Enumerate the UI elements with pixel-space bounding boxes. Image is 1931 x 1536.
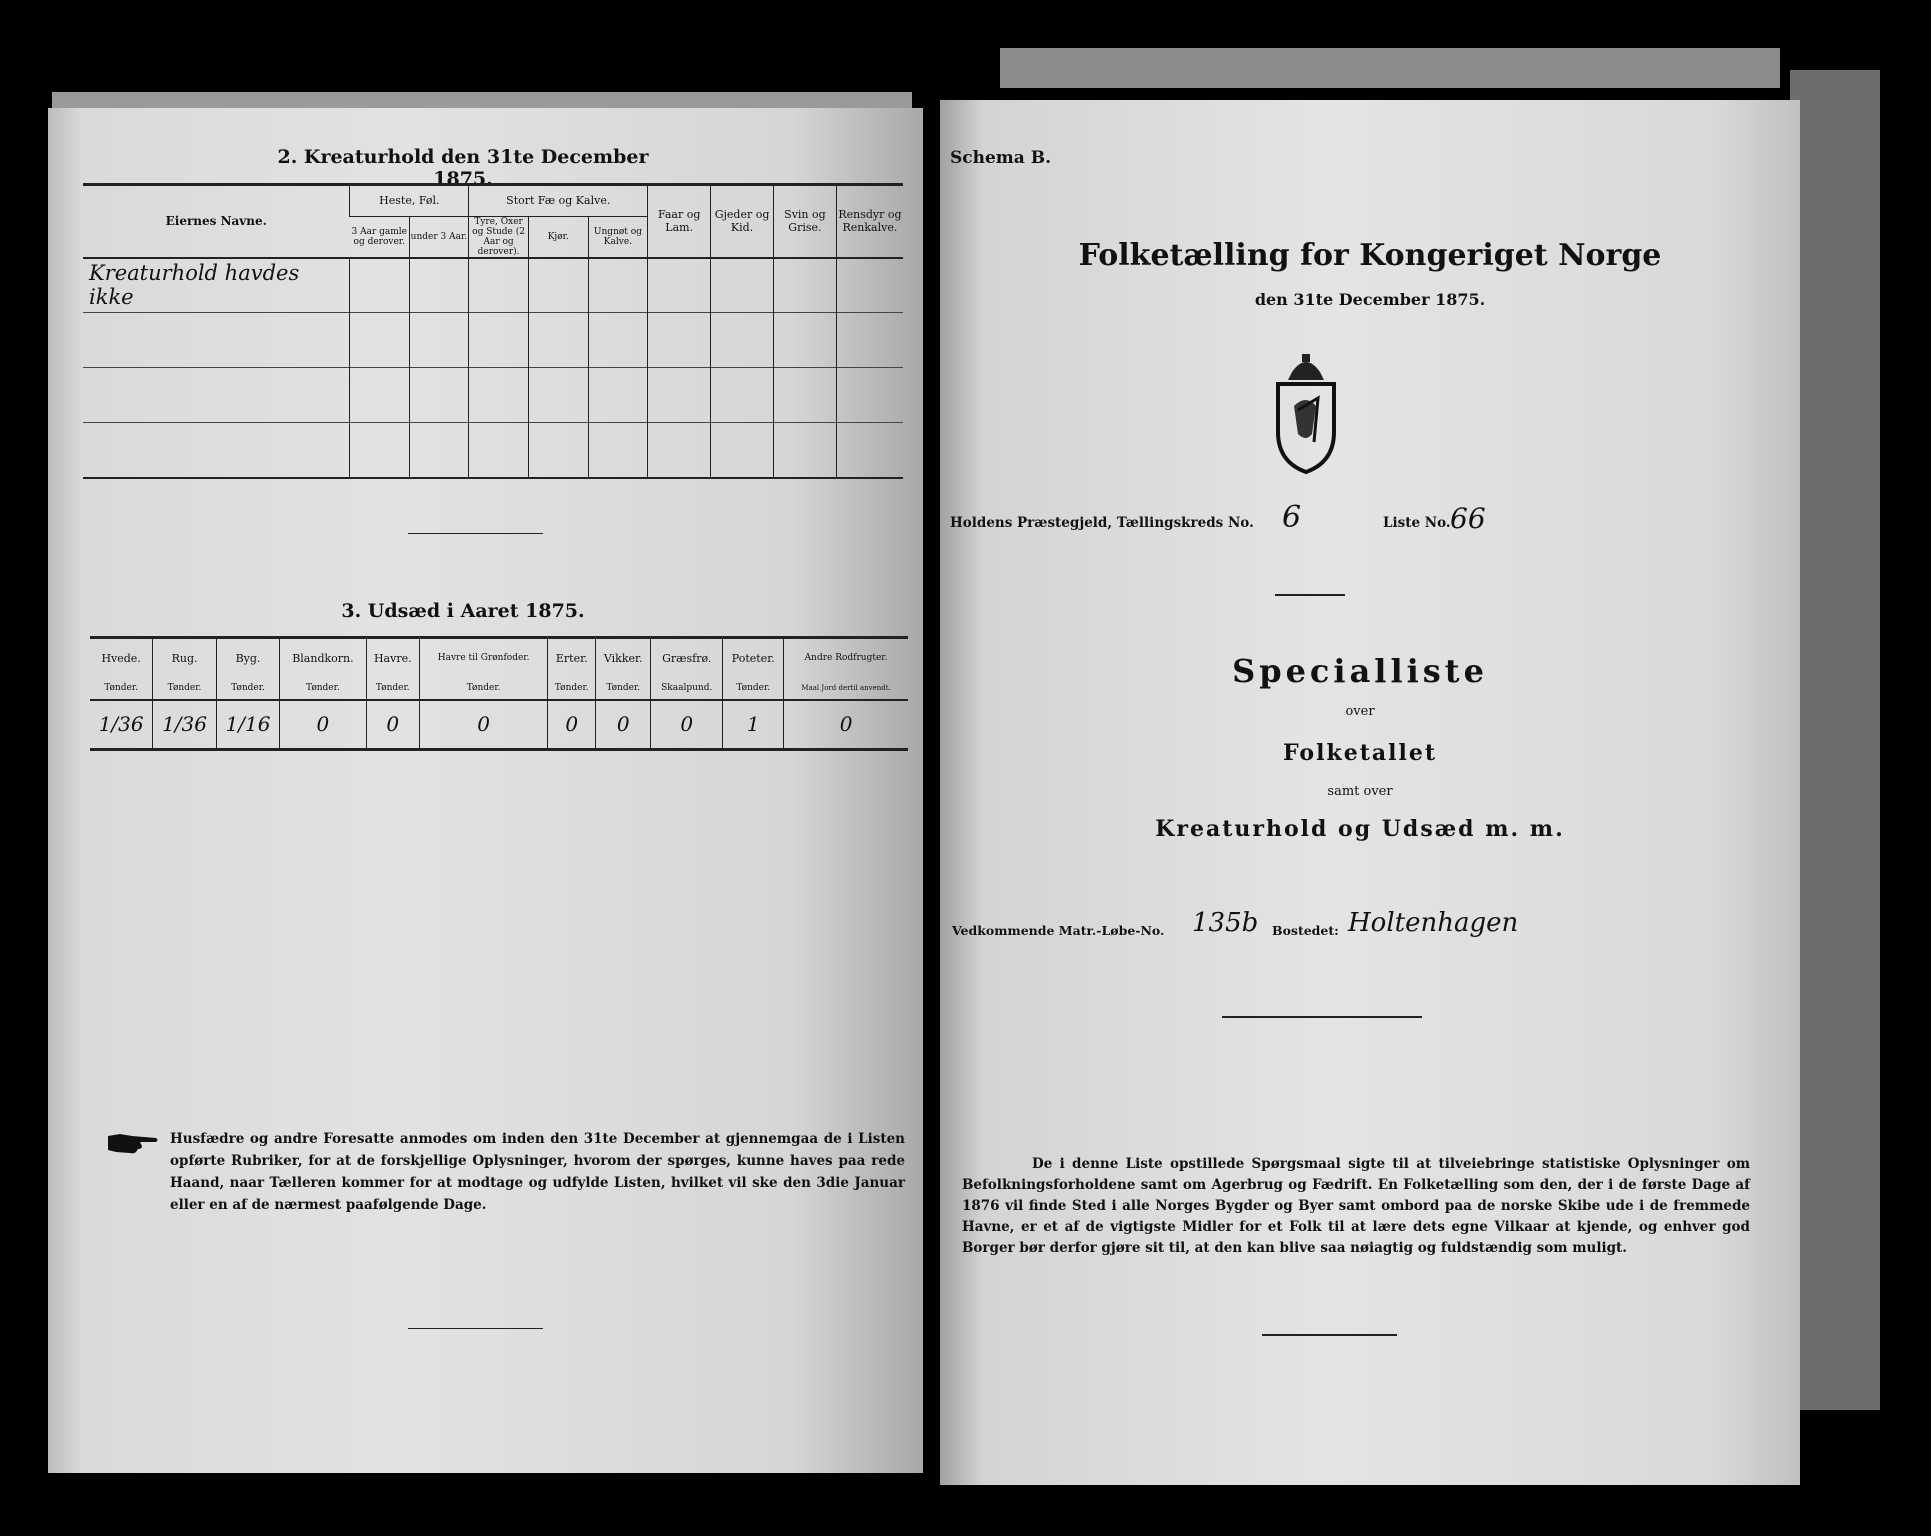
kreaturhold-title: 2. Kreaturhold den 31te December 1875. xyxy=(277,146,649,190)
samt-over: samt over xyxy=(1327,784,1393,799)
v-byg: 1/16 xyxy=(216,700,279,750)
col-owner-name: Eiernes Navne. xyxy=(165,214,267,229)
coat-of-arms-icon xyxy=(1272,350,1340,475)
col-heste-young: under 3 Aar. xyxy=(409,216,469,258)
pointing-hand-icon xyxy=(106,1130,160,1156)
v-havre: 0 xyxy=(366,700,419,750)
divider-bottom xyxy=(1262,1334,1397,1336)
v-havre-gron: 0 xyxy=(420,700,548,750)
h-graesfro: Græsfrø. xyxy=(651,638,723,678)
page-edge-right xyxy=(1000,48,1780,88)
v-vikker: 0 xyxy=(596,700,651,750)
v-poteter: 1 xyxy=(723,700,784,750)
notice-text: Husfædre og andre Foresatte anmodes om inden den 31te December at gjennemgaa de i Listen opførte Rubriker, for at de forskjellige Oplysninger, hvorom der spørges, kunne haves paa rede Haand, naar Tælleren kommer for at modtage og udfylde Listen, hvilket vil ske den 3die Januar eller en af de nærmest paafølgende Dage. xyxy=(170,1131,905,1213)
main-title: Folketælling for Kongeriget Norge xyxy=(1078,238,1662,273)
col-kjor: Kjør. xyxy=(528,216,588,258)
bostedet-value: Holtenhagen xyxy=(1348,908,1519,938)
u-3: Tønder. xyxy=(280,678,366,700)
parish-label: Holdens Præstegjeld, Tællingskreds No. xyxy=(950,515,1254,531)
divider xyxy=(408,533,543,534)
u-6: Tønder. xyxy=(548,678,596,700)
h-andre: Andre Rodfrugter. xyxy=(784,638,908,678)
kreaturhold-subtitle: Kreaturhold og Udsæd m. m. xyxy=(1155,816,1565,842)
u-0: Tønder. xyxy=(104,683,139,693)
divider-bottom xyxy=(408,1328,543,1329)
col-rensdyr: Rensdyr og Renkalve. xyxy=(836,186,903,258)
divider xyxy=(1275,594,1345,596)
kreds-no: 6 xyxy=(1282,500,1302,535)
u-7: Tønder. xyxy=(596,678,651,700)
v-hvede: 1/36 xyxy=(98,712,144,737)
u-10: Maal Jord dertil anvendt. xyxy=(784,678,908,700)
liste-no: 66 xyxy=(1450,502,1486,535)
h-erter: Erter. xyxy=(548,638,596,678)
col-stort-fae: Stort Fæ og Kalve. xyxy=(469,186,648,216)
liste-label: Liste No. xyxy=(1383,515,1451,531)
bostedet-label: Bostedet: xyxy=(1272,923,1339,938)
v-andre: 0 xyxy=(784,700,908,750)
h-havre-gron: Havre til Grønfoder. xyxy=(420,638,548,678)
u-1: Tønder. xyxy=(153,678,216,700)
seed-table xyxy=(90,636,908,751)
h-poteter: Poteter. xyxy=(723,638,784,678)
h-blandkorn: Blandkorn. xyxy=(280,638,366,678)
col-heste-old: 3 Aar gamle og derover. xyxy=(351,226,407,247)
census-date: den 31te December 1875. xyxy=(1254,290,1486,309)
right-page xyxy=(940,100,1800,1485)
v-graesfro: 0 xyxy=(651,700,723,750)
folketallet: Folketallet xyxy=(1283,740,1437,766)
col-gjeder: Gjeder og Kid. xyxy=(711,186,774,258)
h-hvede: Hvede. xyxy=(101,651,141,665)
divider-mid xyxy=(1222,1016,1422,1018)
v-erter: 0 xyxy=(548,700,596,750)
intro-text: De i denne Liste opstillede Spørgsmaal sigte til at tilveiebringe statistiske Oplysninger om Befolkningsforholdene samt om Agerbrug og Fædrift. En Folketælling som den, der i de første Dage af 1876 vil finde Sted i alle Norges Bygder og Byer samt ombord paa de norske Skibe ude i de fremmede Havne, er et af de vigtigste Midler for et Folk til at lære dets egne Vilkaar at kjende, og enhver god Borger bør derfor gjøre sit til, at den kan blive saa nøiagtig og fuldstændig som muligt. xyxy=(962,1156,1750,1256)
v-blandkorn: 0 xyxy=(280,700,366,750)
over-1: over xyxy=(1345,704,1375,719)
udsaed-title: 3. Udsæd i Aaret 1875. xyxy=(341,600,585,622)
matr-label: Vedkommende Matr.-Løbe-No. xyxy=(952,923,1165,938)
h-havre: Havre. xyxy=(366,638,419,678)
matr-no: 135b xyxy=(1192,908,1259,938)
h-byg: Byg. xyxy=(216,638,279,678)
u-2: Tønder. xyxy=(216,678,279,700)
specialliste-title: Specialliste xyxy=(1232,652,1488,690)
col-svin: Svin og Grise. xyxy=(773,186,836,258)
col-ungnot: Ungnøt og Kalve. xyxy=(588,216,648,258)
u-4: Tønder. xyxy=(366,678,419,700)
page-edge-stack xyxy=(1790,70,1880,1410)
schema-label: Schema B. xyxy=(950,148,1052,168)
left-page xyxy=(48,108,923,1473)
u-9: Tønder. xyxy=(723,678,784,700)
h-vikker: Vikker. xyxy=(596,638,651,678)
u-5: Tønder. xyxy=(420,678,548,700)
h-rug: Rug. xyxy=(153,638,216,678)
v-rug: 1/36 xyxy=(153,700,216,750)
col-heste: Heste, Føl. xyxy=(350,186,469,216)
handwritten-entry: Kreaturhold havdes ikke xyxy=(89,261,300,310)
u-8: Skaalpund. xyxy=(651,678,723,700)
livestock-table xyxy=(83,186,903,479)
col-faar: Faar og Lam. xyxy=(648,186,711,258)
col-tyre: Tyre, Oxer og Stude (2 Aar og derover). xyxy=(469,216,529,258)
